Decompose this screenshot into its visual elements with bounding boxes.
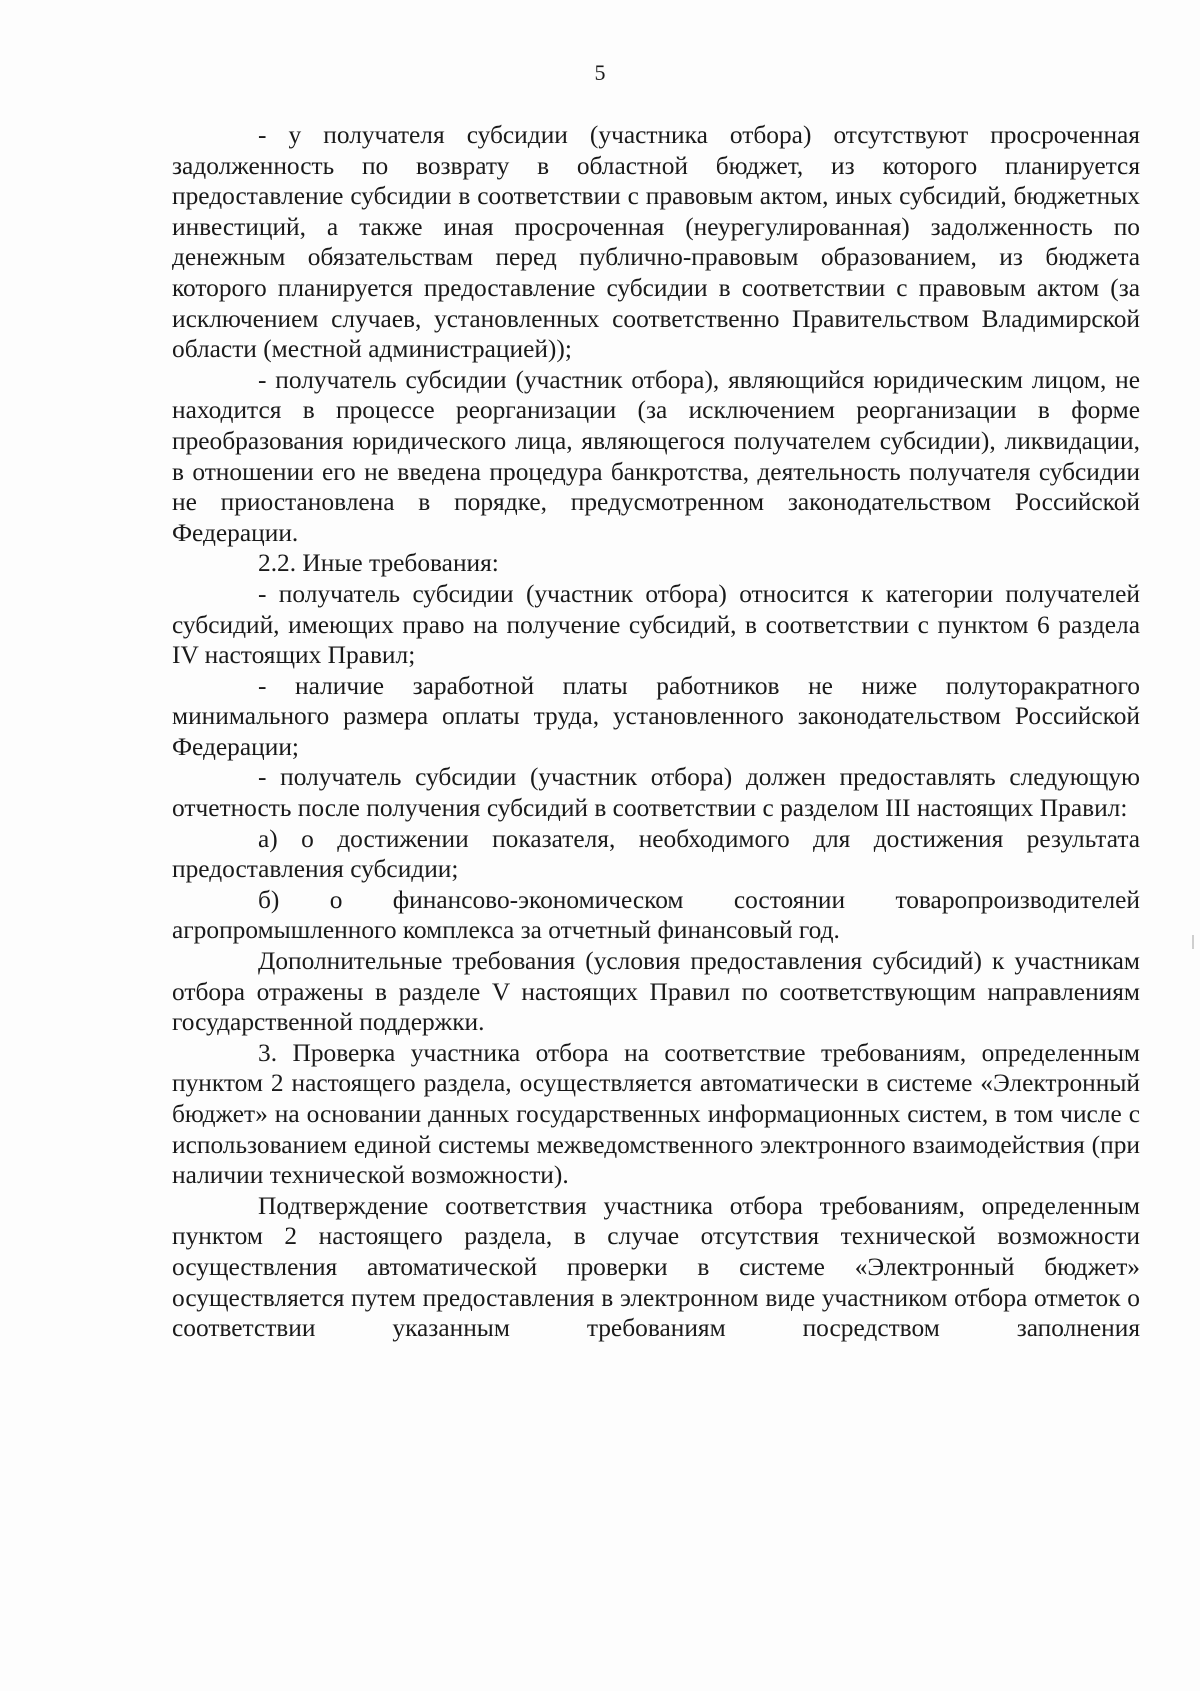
scan-edge-mark <box>1192 935 1194 949</box>
document-body <box>172 120 1140 1344</box>
paragraph-report-item-b: б) о финансово-экономическом состоянии товаропроизводителей агропромышленного комплекса за отчетный финансовый год. <box>172 885 1140 945</box>
paragraph-no-overdue-debt: - у получателя субсидии (участника отбора) отсутствуют просроченная задолженность по возврату в областной бюджет, из которого планируется предоставление субсидии в соответствии с правовым актом, иных субсидий, бюджетных инвестиций, а также иная просроченная (неурегулированная) задолженность по денежным обязательствам перед публично-правовым образованием, из бюджета которого планируется предоставление субсидии в соответствии с правовым актом (за исключением случаев, установленных соответственно Правительством Владимирской области (местной администрацией)); <box>172 121 1140 364</box>
paragraph-other-requirements-heading: 2.2. Иные требования: <box>258 549 499 578</box>
paragraph-report-item-a: а) о достижении показателя, необходимого для достижения результата предоставления субсидии; <box>172 824 1140 884</box>
paragraph-automatic-verification: 3. Проверка участника отбора на соответствие требованиям, определенным пунктом 2 настоящего раздела, осуществляется автоматически в системе «Электронный бюджет» на основании данных государственных информационных систем, в том числе с использованием единой системы межведомственного электронного взаимодействия (при наличии технической возможности). <box>172 1038 1140 1190</box>
paragraph-minimum-wage: - наличие заработной платы работников не ниже полуторакратного минимального размера оплаты труда, установленного законодательством Российской Федерации; <box>172 671 1140 761</box>
page-number: 5 <box>594 60 606 85</box>
paragraph-manual-confirmation: Подтверждение соответствия участника отбора требованиям, определенным пунктом 2 настоящего раздела, в случае отсутствия технической возможности осуществления автоматической проверки в системе «Электронный бюджет» осуществляется путем предоставления в электронном виде участником отбора отметок о соответствии указанным требованиям посредством заполнения <box>172 1191 1140 1343</box>
paragraph-reporting-obligation: - получатель субсидии (участник отбора) должен предоставлять следующую отчетность после получения субсидий в соответствии с разделом III настоящих Правил: <box>172 763 1140 823</box>
paragraph-additional-requirements: Дополнительные требования (условия предоставления субсидий) к участникам отбора отражены в разделе V настоящих Правил по соответствующим направлениям государственной поддержки. <box>172 947 1140 1037</box>
paragraph-no-reorganization: - получатель субсидии (участник отбора), являющийся юридическим лицом, не находится в процессе реорганизации (за исключением реорганизации в форме преобразования юридического лица, являющегося получателем субсидии), ликвидации, в отношении его не введена процедура банкротства, деятельность получателя субсидии не приостановлена в порядке, предусмотренном законодательством Российской Федерации. <box>172 365 1140 547</box>
paragraph-recipient-category: - получатель субсидии (участник отбора) относится к категории получателей субсидий, имеющих право на получение субсидий, в соответствии с пунктом 6 раздела IV настоящих Правил; <box>172 579 1140 670</box>
